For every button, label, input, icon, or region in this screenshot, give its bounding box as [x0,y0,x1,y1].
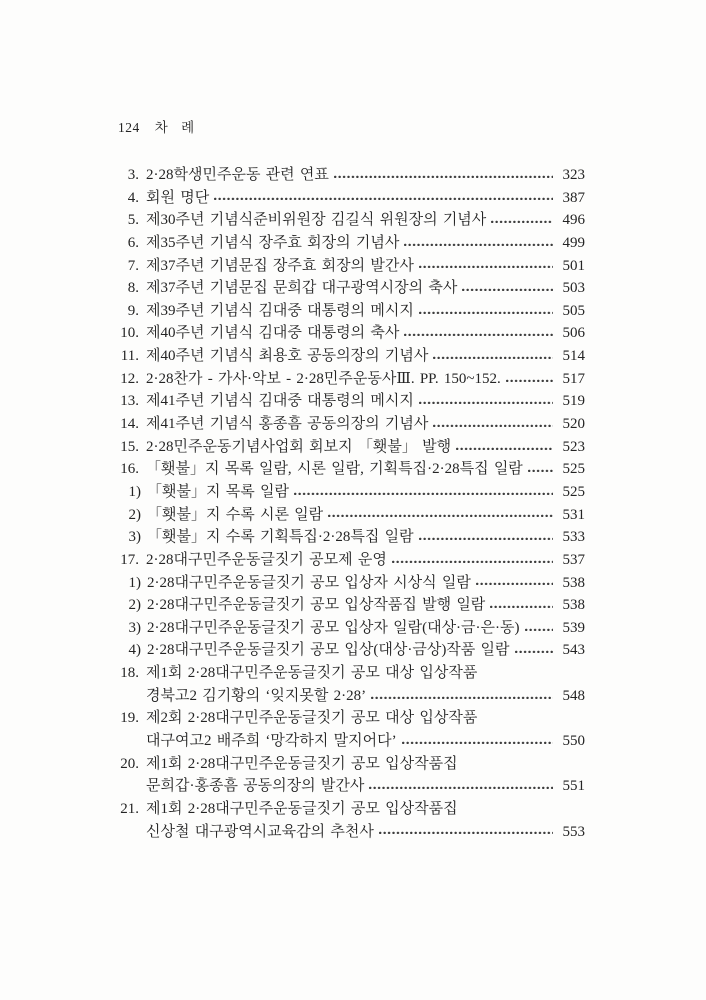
toc-entry-title: 경북고2 김기황의 ‘잊지못할 2·28’ [146,687,367,704]
toc-entry-number: 18. [120,665,139,682]
dot-leader [462,289,553,292]
toc-entry-number: 9. [127,302,139,319]
dot-leader [419,266,553,269]
toc-entry-title: 제40주년 기념식 최용호 공동의장의 기념사 [146,348,429,365]
toc-entry-title: 제37주년 기념문집 문희갑 대구광역시장의 축사 [146,280,458,297]
toc-entry-number: 15. [120,438,139,455]
toc-entry-page: 387 [562,189,585,206]
toc-entry-number: 16. [120,461,139,478]
toc-entry-number: 12. [120,370,139,387]
toc-entry [118,616,585,639]
toc-entry [118,797,585,820]
toc-entry-page: 519 [562,393,585,410]
toc-entry-title: 제41주년 기념식 김대중 대통령의 메시지 [146,393,414,410]
dot-leader [490,605,553,608]
toc-entry [118,321,585,344]
toc-entry-title: 2·28대구민주운동글짓기 공모 입상자 시상식 일람 [147,574,471,591]
toc-entry-page: 514 [562,348,585,365]
toc-entry [118,706,585,729]
toc-entry [118,503,585,526]
page-number: 124 [118,120,140,135]
toc-entry-page: 501 [562,257,585,274]
toc-entry-page: 525 [562,461,585,478]
toc-entry [118,774,585,797]
dot-leader [419,402,553,405]
dot-leader [506,379,553,382]
toc-entry-number: 2) [128,597,141,614]
toc-entry-title: 「횃불」지 목록 일람 [147,483,289,500]
toc-entry-number: 10. [120,325,139,342]
toc-entry-title: 제1회 2·28대구민주운동글짓기 공모 입상작품집 [146,755,458,772]
toc-entry-number: 17. [120,551,139,568]
toc-entry-page: 539 [562,619,585,636]
toc-entry-number: 4. [127,189,139,206]
toc-entry-number: 8. [127,280,139,297]
toc-entry-page: 323 [562,167,585,183]
dot-leader [328,515,553,518]
toc-entry-title: 제40주년 기념식 김대중 대통령의 축사 [146,325,400,342]
toc-entry-page: 517 [562,370,585,387]
toc-entry-number: 13. [120,393,139,410]
dot-leader [379,832,553,835]
toc-entry [118,276,585,299]
toc-entry [118,593,585,616]
toc-entry-page: 543 [562,642,585,659]
toc-entry-title: 「횃불」지 수록 기획특집·2·28특집 일람 [147,529,414,546]
dot-leader [404,334,553,337]
toc-entry-title: 제1회 2·28대구민주운동글짓기 공모 입상작품집 [146,800,458,817]
dot-leader [371,696,553,699]
toc-entry [118,231,585,254]
toc-entry-page: 538 [562,574,585,591]
toc-entry-page: 496 [562,212,585,229]
toc-entry [118,389,585,412]
dot-leader [476,583,553,586]
toc-entry-title: 제30주년 기념식준비위원장 김길식 위원장의 기념사 [146,212,487,229]
toc-entry-title: 제2회 2·28대구민주운동글짓기 공모 대상 입상작품 [146,710,478,727]
toc-entry-number: 2) [128,506,141,523]
toc-entry [118,752,585,775]
toc-entry-title: 「횃불」지 목록 일람, 시론 일람, 기획특집·2·28특집 일람 [146,461,523,478]
dot-leader [334,175,553,178]
toc-entry-number: 20. [120,755,139,772]
toc-entry-page: 531 [562,506,585,523]
toc-entry-title: 제1회 2·28대구민주운동글짓기 공모 대상 입상작품 [146,665,478,682]
toc-entry-page: 505 [562,302,585,319]
dot-leader [402,741,553,744]
dot-leader [433,424,553,427]
dot-leader [419,538,553,541]
toc-entry-title: 대구여고2 배주희 ‘망각하지 말지어다’ [146,733,397,750]
toc-entry-number: 1) [128,483,141,500]
dot-leader [456,447,553,450]
toc-entry-title: 2·28대구민주운동글짓기 공모 입상자 일람(대상·금·은·동) [147,619,520,636]
toc-entry [118,525,585,548]
toc-entry [118,163,585,186]
running-header [118,116,195,136]
page-title: 차 례 [154,120,195,135]
toc-entry-page: 553 [562,823,585,840]
toc-entry [118,661,585,684]
toc-entry-number: 3) [128,619,141,636]
toc-entry-page: 506 [562,325,585,342]
toc-entry-title: 2·28대구민주운동글짓기 공모 입상(대상·금상)작품 일람 [147,642,510,659]
toc-entry [118,457,585,480]
dot-leader [491,221,553,224]
toc-entry-number: 3. [127,167,139,183]
toc-entry-title: 문희갑·홍종흠 공동의장의 발간사 [146,778,365,795]
toc-entry-page: 503 [562,280,585,297]
toc-entry-page: 525 [562,483,585,500]
toc-entry-number: 3) [128,529,141,546]
toc-entry-page: 538 [562,597,585,614]
toc-entry-page: 523 [562,438,585,455]
toc-entry-title: 2·28찬가 - 가사·악보 - 2·28민주운동사Ⅲ. PP. 150~152. [146,370,501,387]
dot-leader [214,198,553,201]
dot-leader [294,492,553,495]
toc-entry-title: 제37주년 기념문집 장주효 회장의 발간사 [146,257,414,274]
dot-leader [525,628,553,631]
toc-entry-number: 11. [120,348,139,365]
toc-entry-number: 5. [127,212,139,229]
dot-leader [433,356,553,359]
toc-entry-number: 19. [120,710,139,727]
toc-entry-page: 520 [562,416,585,433]
toc-entry [118,208,585,231]
dot-leader [404,243,553,246]
toc-entry-title: 2·28민주운동기념사업회 회보지 「횃불」 발행 [146,438,452,455]
toc-entry [118,729,585,752]
toc-list [118,163,585,842]
toc-entry [118,435,585,458]
toc-entry-title: 신상철 대구광역시교육감의 추천사 [146,823,374,840]
toc-entry [118,367,585,390]
toc-entry [118,254,585,277]
toc-entry-page: 533 [562,529,585,546]
dot-leader [419,311,553,314]
dot-leader [515,651,553,654]
toc-entry [118,820,585,843]
toc-entry-title: 2·28대구민주운동글짓기 공모제 운영 [146,551,387,568]
toc-entry [118,548,585,571]
toc-entry-title: 2·28학생민주운동 관련 연표 [146,167,329,183]
dot-leader [369,787,553,790]
toc-entry-number: 14. [120,416,139,433]
dot-leader [528,470,553,473]
toc-entry [118,412,585,435]
toc-entry-title: 「횃불」지 수록 시론 일람 [147,506,324,523]
toc-entry [118,571,585,594]
toc-entry-page: 551 [562,778,585,795]
toc-entry-number: 7. [127,257,139,274]
toc-entry-number: 21. [120,800,139,817]
toc-entry-title: 회원 명단 [146,189,210,206]
toc-entry [118,299,585,322]
toc-entry-title: 제41주년 기념식 홍종흠 공동의장의 기념사 [146,416,429,433]
toc-entry-title: 제35주년 기념식 장주효 회장의 기념사 [146,234,400,251]
toc-entry-page: 548 [562,687,585,704]
toc-entry-page: 499 [562,234,585,251]
toc-entry [118,186,585,209]
toc-entry-number: 6. [127,234,139,251]
toc-entry-title: 2·28대구민주운동글짓기 공모 입상작품집 발행 일람 [147,597,486,614]
toc-entry [118,480,585,503]
toc-entry [118,638,585,661]
toc-entry-page: 537 [562,551,585,568]
toc-entry-title: 제39주년 기념식 김대중 대통령의 메시지 [146,302,414,319]
toc-entry [118,684,585,707]
toc-entry [118,344,585,367]
toc-entry-number: 1) [128,574,141,591]
toc-entry-number: 4) [128,642,141,659]
toc-entry-page: 550 [562,733,585,750]
dot-leader [392,560,553,563]
